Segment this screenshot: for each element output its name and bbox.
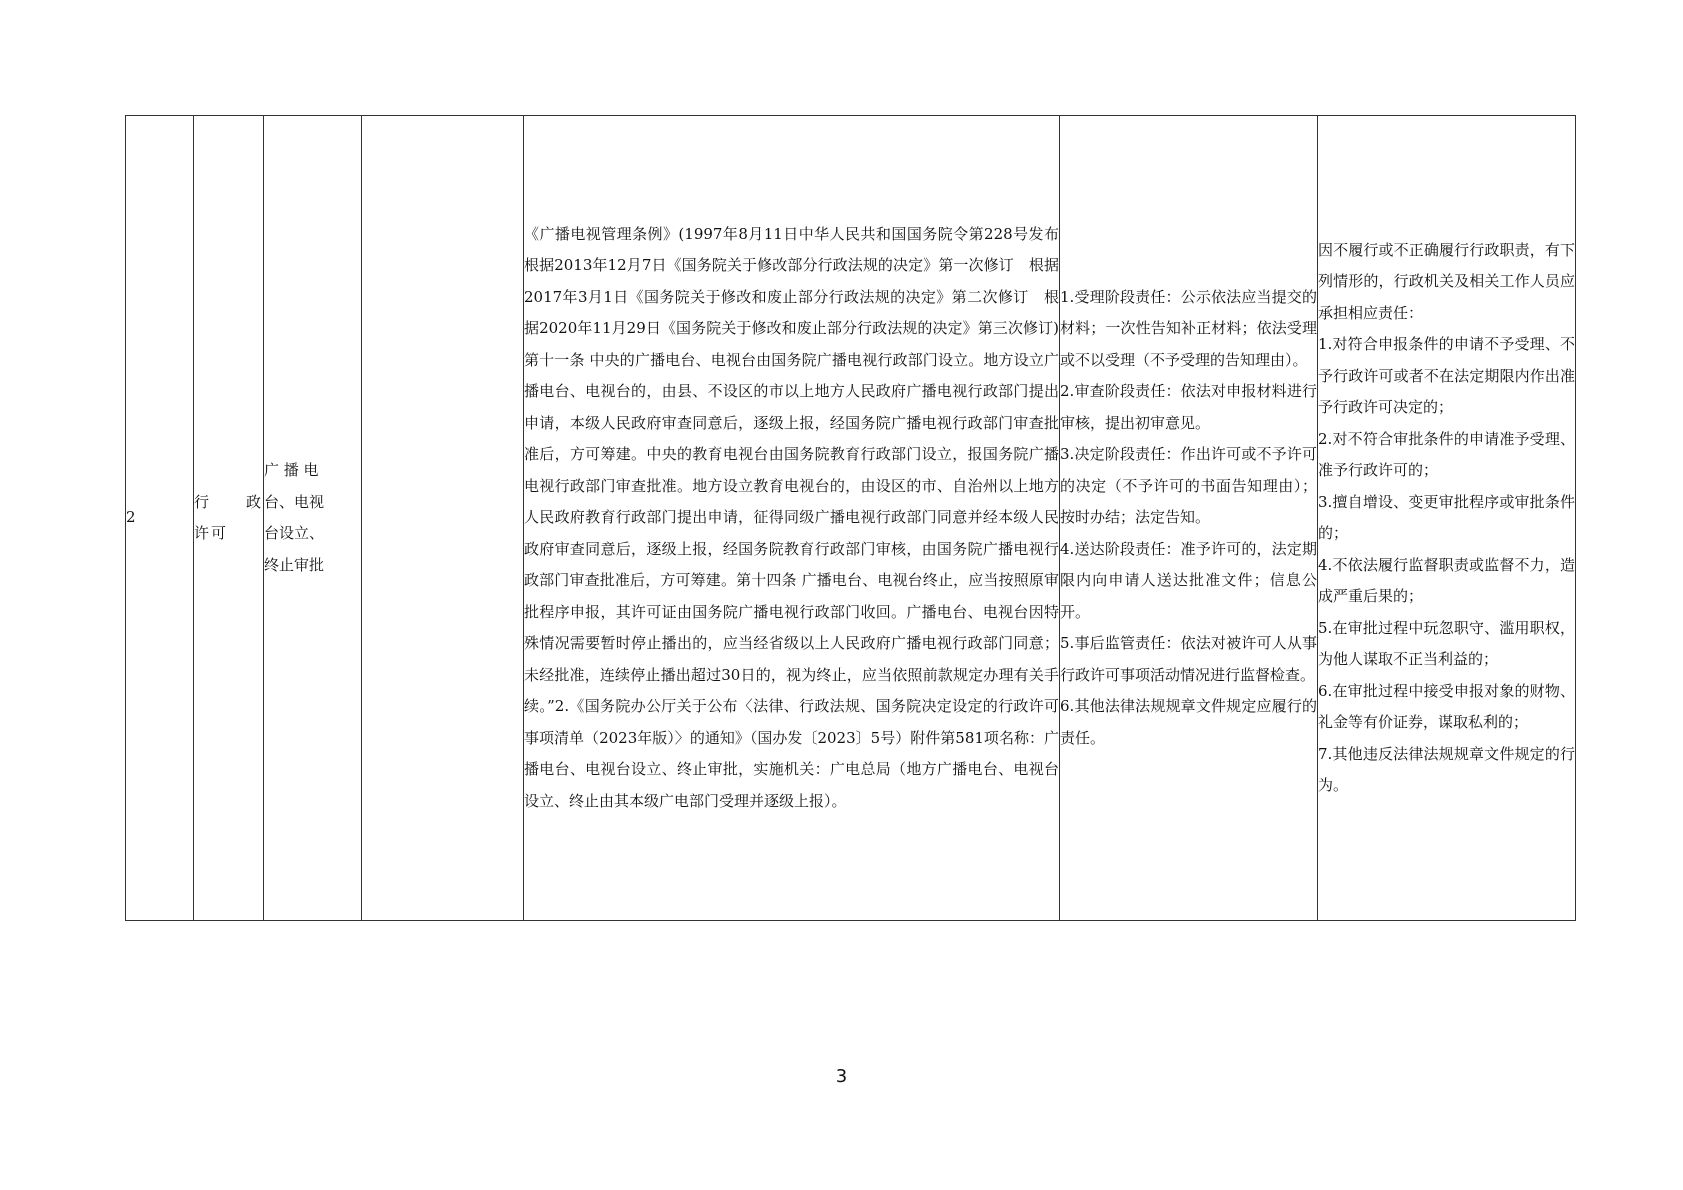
- liability-item: 3.擅自增设、变更审批程序或审批条件的；: [1318, 492, 1575, 542]
- liability-item: 7.其他违反法律法规规章文件规定的行为。: [1318, 744, 1575, 794]
- duty-item: 3.决定阶段责任：作出许可或不予许可的决定（不予许可的书面告知理由）；按时办结；法定告知。: [1060, 445, 1317, 527]
- liability-item: 5.在审批过程中玩忽职守、滥用职权，为他人谋取不正当利益的；: [1318, 618, 1575, 668]
- category-line-1: 行 政: [194, 492, 263, 511]
- legal-basis-text: 《广播电视管理条例》(1997年8月11日中华人民共和国国务院令第228号发布 根据2013年12月7日《国务院关于修改部分行政法规的决定》第一次修订 根据2017年3月1日《国务院关于修改和废止部分行政法规的决定》第二次修订 根据2020年11月29日《国务院关于修改和废止部分行政法规的决定》第三次修订)第十一条 中央的广播电台、电视台由国务院广播电视行政部门设立。地方设立广播电台、电视台的，由县、不设区的市以上地方人民政府广播电视行政部门提出申请，本级人民政府审查同意后，逐级上报，经国务院广播电视行政部门审查批准后，方可筹建。中央的教育电视台由国务院教育行政部门设立，报国务院广播电视行政部门审查批准。地方设立教育电视台的，由设区的市、自治州以上地方人民政府教育行政部门提出申请，征得同级广播电视行政部门同意并经本级人民政府审查同意后，逐级上报，经国务院教育行政部门审核，由国务院广播电视行政部门审查批准后，方可筹建。第十四条 广播电台、电视台终止，应当按照原审批程序申报，其许可证由国务院广播电视行政部门收回。广播电台、电视台因特殊情况需要暂时停止播出的，应当经省级以上人民政府广播电视行政部门同意；未经批准，连续停止播出超过30日的，视为终止，应当依照前款规定办理有关手续。”2.《国务院办公厅关于公布〈法律、行政法规、国务院决定设定的行政许可事项清单（2023年版）〉的通知》（国办发〔2023〕5号）附件第581项名称：广播电台、电视台设立、终止审批，实施机关：广电总局（地方广播电台、电视台设立、终止由其本级广电部门受理并逐级上报）。: [524, 224, 1075, 810]
- legal-basis-cell: [524, 116, 1075, 921]
- page-number: 3: [835, 1066, 848, 1087]
- duty-item: 1.受理阶段责任：公示依法应当提交的材料；一次性告知补正材料；依法受理或不以受理（不予受理的告知理由）。: [1060, 287, 1317, 369]
- item-name-line-2: 台、电视: [264, 492, 325, 511]
- responsibility-table: [125, 115, 1576, 921]
- item-code-cell: [362, 116, 524, 921]
- item-name-line-4: 终止审批: [264, 555, 325, 574]
- item-number: 2: [126, 508, 136, 527]
- liability-item: 2.对不符合审批条件的申请准予受理、准予行政许可的；: [1318, 429, 1575, 479]
- liability-intro: 因不履行或不正确履行行政职责，有下列情形的，行政机关及相关工作人员应承担相应责任：: [1318, 240, 1575, 322]
- item-name-line-3: 台设立、: [264, 524, 325, 542]
- liability-cell: [1318, 116, 1576, 921]
- liability-item: 1.对符合申报条件的申请不予受理、不予行政许可或者不在法定期限内作出准予行政许可决定的；: [1318, 335, 1575, 416]
- duty-item: 6.其他法律法规规章文件规定应履行的责任。: [1060, 697, 1317, 747]
- item-number-cell: [126, 116, 194, 921]
- duty-item: 4.送达阶段责任：准予许可的，法定期限内向申请人送达批准文件；信息公开。: [1060, 539, 1317, 621]
- table-row: [126, 116, 1576, 921]
- category-cell: [194, 116, 264, 921]
- item-name-cell: [264, 116, 362, 921]
- duties-cell: [1060, 116, 1318, 921]
- liability-item: 4.不依法履行监督职责或监督不力，造成严重后果的；: [1318, 555, 1575, 605]
- duty-item: 5.事后监管责任：依法对被许可人从事行政许可事项活动情况进行监督检查。: [1060, 634, 1317, 684]
- duty-item: 2.审查阶段责任：依法对申报材料进行审核，提出初审意见。: [1060, 382, 1317, 432]
- category-line-2: 许可: [194, 524, 229, 542]
- liability-item: 6.在审批过程中接受申报对象的财物、礼金等有价证券，谋取私利的；: [1318, 681, 1575, 731]
- item-name-line-1: 广 播 电: [264, 461, 319, 479]
